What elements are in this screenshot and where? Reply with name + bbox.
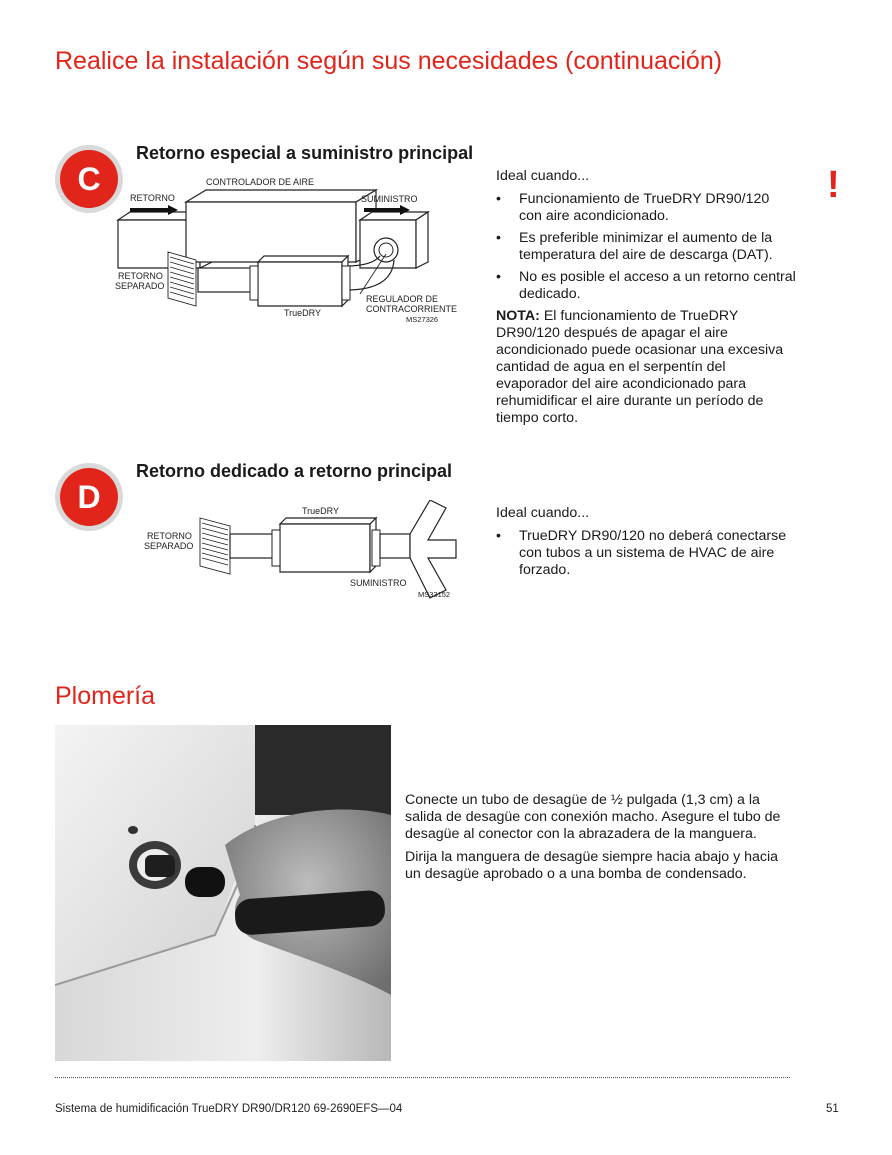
diagram-code: MS27326: [406, 315, 439, 324]
section-c-intro: Ideal cuando...: [496, 168, 590, 184]
section-d-text: [496, 505, 796, 584]
section-d-diagram: [140, 500, 470, 604]
plumbing-heading: Plomería: [55, 682, 156, 710]
plumbing-paragraph-2: Dirija la manguera de desagüe siempre hacia abajo y hacia un desagüe aprobado o a una bomba de condensado.: [405, 849, 779, 882]
list-item: • Funcionamiento de TrueDRY DR90/120 con aire acondicionado.: [496, 191, 796, 225]
plumbing-paragraph-1: Conecte un tubo de desagüe de ½ pulgada (1,3 cm) a la salida de desagüe con conexión macho. Asegure el tubo de desagüe al conector con la abrazadera de la manguera.: [405, 792, 781, 842]
separate-return-line1: RETORNO: [118, 271, 163, 281]
diagram-code: MS33152: [418, 590, 451, 599]
plumbing-photo: [55, 725, 391, 1061]
section-c-heading: Retorno especial a suministro principal: [136, 143, 474, 163]
plumbing-text: [405, 792, 795, 883]
section-d-intro: Ideal cuando...: [496, 505, 590, 521]
damper-line2: CONTRACORRIENTE: [366, 304, 458, 314]
section-c-bullets: [496, 191, 796, 303]
section-d-badge: D: [60, 468, 118, 526]
footer-divider: [55, 1077, 790, 1078]
list-item: • No es posible el acceso a un retorno central dedicado.: [496, 269, 796, 303]
separate-return-line2: SEPARADO: [144, 541, 194, 551]
controller-label: CONTROLADOR DE AIRE: [206, 177, 315, 187]
section-d-bullets: [496, 528, 796, 579]
damper-line1: REGULADOR DE: [366, 294, 439, 304]
page-number: 51: [826, 1103, 839, 1115]
page-title: Realice la instalación según sus necesidades (continuación): [55, 47, 723, 75]
unit-label: TrueDRY: [302, 506, 340, 516]
section-d-heading: Retorno dedicado a retorno principal: [136, 461, 453, 481]
warning-mark: !: [827, 164, 840, 206]
note-label: NOTA:: [496, 308, 540, 324]
section-c-diagram: [110, 170, 480, 330]
note-text: El funcionamiento de TrueDRY DR90/120 después de apagar el aire acondicionado puede ocasionar una excesiva cantidad de agua en el serpentín del evaporador del aire acondicionado para rehumidificar el aire durante un período de tiempo corto.: [496, 308, 784, 426]
separate-return-line2: SEPARADO: [115, 281, 165, 291]
footer-doc-title: Sistema de humidificación TrueDRY DR90/DR120 69-2690EFS—04: [55, 1103, 403, 1115]
list-item: • TrueDRY DR90/120 no deberá conectarse con tubos a un sistema de HVAC de aire forzado.: [496, 528, 796, 579]
unit-label: TrueDRY: [284, 308, 322, 318]
supply-label: SUMINISTRO: [361, 194, 418, 204]
separate-return-line1: RETORNO: [147, 531, 192, 541]
section-c-badge: C: [60, 150, 118, 208]
supply-label: SUMINISTRO: [350, 578, 407, 588]
section-c-note: [496, 308, 796, 427]
return-label: RETORNO: [130, 193, 175, 203]
list-item: • Es preferible minimizar el aumento de la temperatura del aire de descarga (DAT).: [496, 230, 796, 264]
section-c-text: [496, 168, 796, 427]
